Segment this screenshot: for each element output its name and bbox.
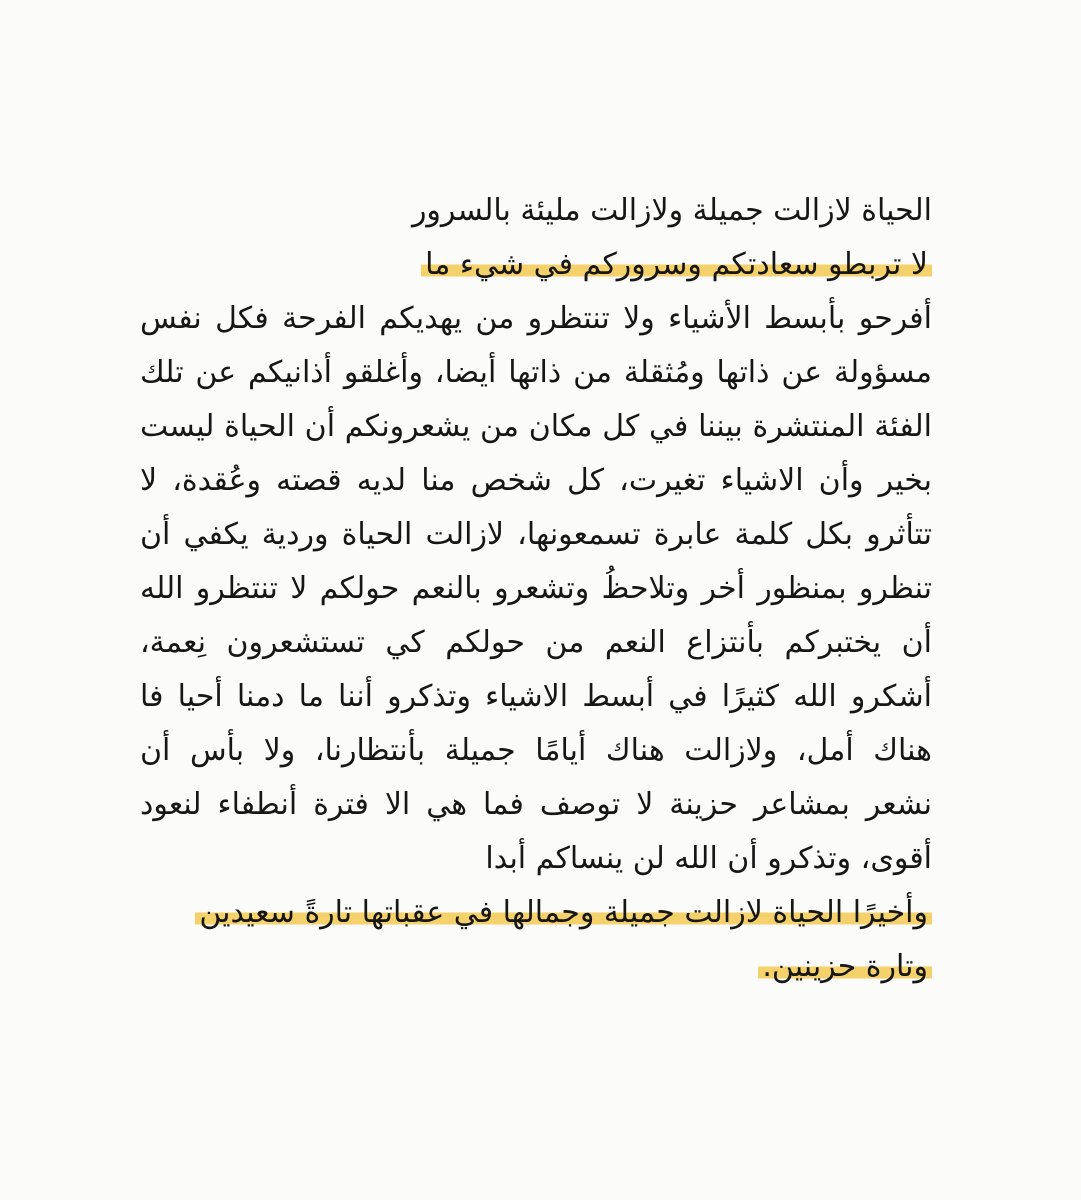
highlighted-text: لا تربطو سعادتكم وسروركم في شيء ما — [421, 247, 932, 282]
note-line-6: بخير وأن الاشياء تغيرت، كل شخص منا لديه قصته وعُقدة، لا — [140, 463, 932, 498]
note-text — [140, 184, 932, 994]
note-line-5: الفئة المنتشرة بيننا في كل مكان من يشعرونكم أن الحياة ليست — [140, 409, 932, 444]
note-line-7: تتأثرو بكل كلمة عابرة تسمعونها، لازالت الحياة وردية يكفي أن — [140, 517, 932, 552]
highlighted-text: وتارة حزينين. — [758, 949, 932, 984]
note-line-1: الحياة لازالت جميلة ولازالت مليئة بالسرور — [411, 193, 932, 228]
note-line-4: مسؤولة عن ذاتها ومُثقلة من ذاتها أيضا، وأغلقو أذانيكم عن تلك — [140, 355, 932, 390]
note-line-10: أشكرو الله كثيرًا في أبسط الاشياء وتذكرو أننا ما دمنا أحيا فا — [140, 679, 932, 714]
note-line-15 — [140, 940, 932, 994]
note-line-9: أن يختبركم بأنتزاع النعم من حولكم كي تستشعرون نِعمة، — [140, 625, 932, 660]
note-line-2 — [140, 238, 932, 292]
highlighted-text: وأخيرًا الحياة لازالت جميلة وجمالها في عقباتها تارةً سعيدين — [195, 895, 932, 930]
note-line-3: أفرحو بأبسط الأشياء ولا تنتظرو من يهديكم الفرحة فكل نفس — [140, 301, 932, 336]
note-line-12: نشعر بمشاعر حزينة لا توصف فما هي الا فترة أنطفاء لنعود — [140, 787, 932, 822]
note-line-8: تنظرو بمنظور أخر وتلاحظُ وتشعرو بالنعم حولكم لا تنتظرو الله — [140, 571, 932, 606]
note-line-11: هناك أمل، ولازالت هناك أيامًا جميلة بأنتظارنا، ولا بأس أن — [140, 733, 932, 768]
note-line-13: أقوى، وتذكرو أن الله لن ينساكم أبدا — [485, 841, 932, 876]
note-line-14 — [140, 886, 932, 940]
